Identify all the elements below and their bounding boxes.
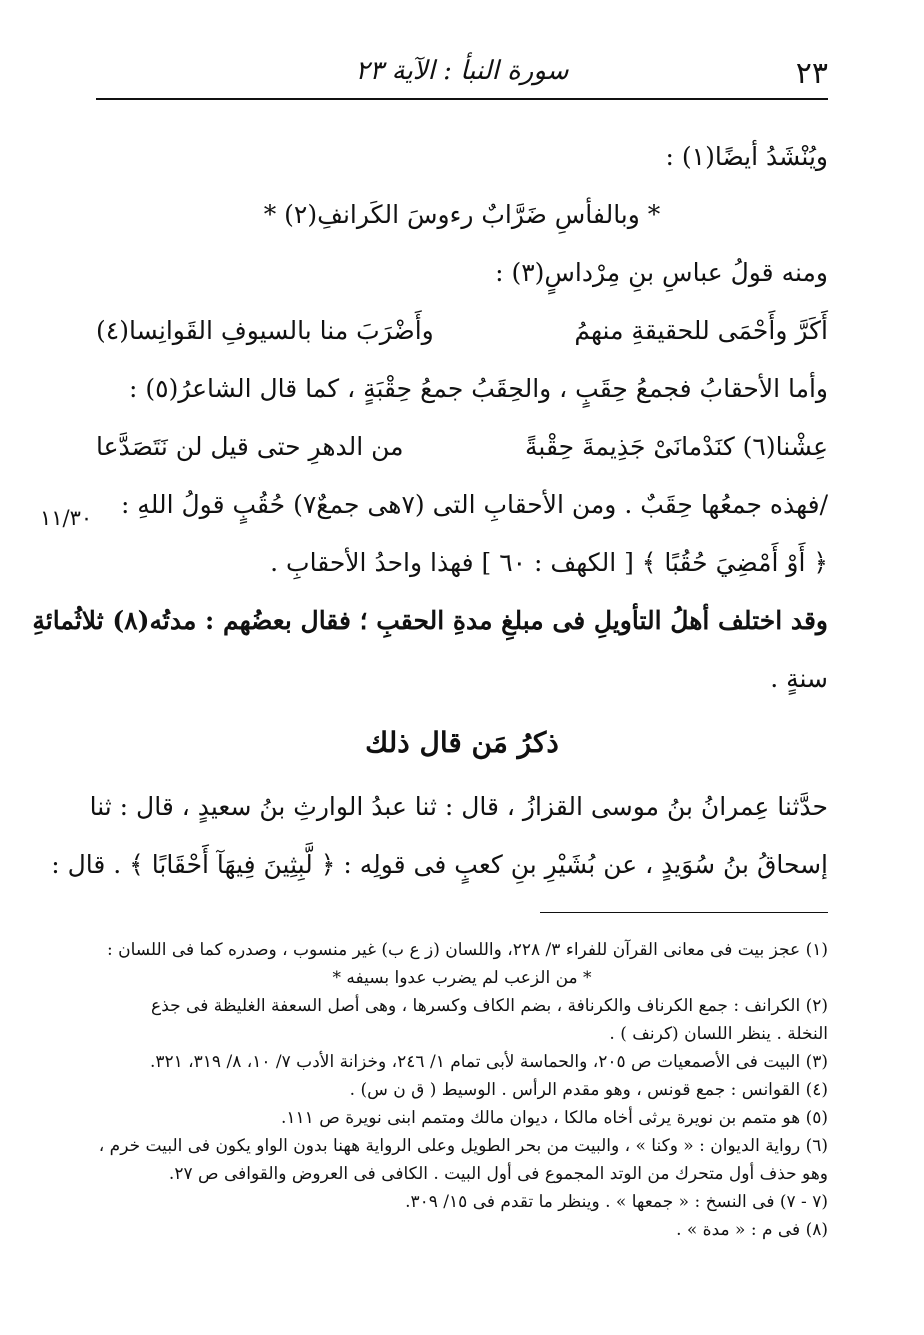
verse-hemistich-second: وأَضْرَبَ منا بالسيوفِ القَوانِسا(٤) <box>96 316 434 345</box>
verse-hemistich-first: أَكَرَّ وأَحْمَى للحقيقةِ منهمُ <box>574 316 828 345</box>
section-heading: ذكرُ مَن قال ذلك <box>365 726 559 759</box>
text-line: إسحاقُ بنُ سُوَيدٍ ، عن بُشَيْرِ بنِ كعبٍ فى قولِه : ﴿ لَّبِثِينَ فِيهَآ أَحْقَابًا ﴾ . قال : <box>51 850 828 879</box>
footnote-separator <box>540 912 828 913</box>
verse-couplet <box>96 418 828 476</box>
footnote-continuation: النخلة . ينظر اللسان (كرنف ) . <box>609 1024 828 1044</box>
text-line: ويُنْشَدُ أيضًا(١) : <box>665 142 828 171</box>
marginal-reference: ١١/٣٠ <box>40 506 93 530</box>
text-line: وقد اختلف أهلُ التأويلِ فى مبلغِ مدةِ الحقبِ ؛ فقال بعضُهم : مدتُه(٨) ثلاثُمائةِ <box>32 606 828 635</box>
text-line: حدَّثنا عِمرانُ بنُ موسى القزازُ ، قال : ثنا عبدُ الوارثِ بنُ سعيدٍ ، قال : ثنا <box>89 792 828 821</box>
verse-hemistich-second: من الدهرِ حتى قيل لن نَتَصَدَّعا <box>96 432 404 461</box>
footnote-continuation: وهو حذف أول متحرك من الوتد المجموع فى أول البيت . الكافى فى العروض والقوافى ص ٢٧. <box>168 1164 828 1184</box>
footnote: (٢) الكرانف : جمع الكرناف والكرنافة ، بضم الكاف وكسرها ، وهى أصل السعفة الغليظة فى جذع <box>151 996 828 1016</box>
text-line: وأما الأحقابُ فجمعُ حِقَبٍ ، والحِقَبُ جمعُ حِقْبَةٍ ، كما قال الشاعرُ(٥) : <box>129 374 828 403</box>
footnote: (٧ - ٧) فى النسخ : « جمعها » . وينظر ما تقدم فى ١٥/ ٣٠٩. <box>405 1192 828 1212</box>
footnote: (٣) البيت فى الأصمعيات ص ٢٠٥، والحماسة لأبى تمام ١/ ٢٤٦، وخزانة الأدب ٧/ ١٠، ٨/ ٣١٩، ٣٢١. <box>149 1052 828 1072</box>
text-line: ﴿ أَوْ أَمْضِيَ حُقُبًا ﴾ [ الكهف : ٦٠ ] فهذا واحدُ الأحقابِ . <box>270 548 828 577</box>
text-line: /فهذه جمعُها حِقَبٌ . ومن الأحقابِ التى (٧هى جمعٌ٧) حُقُبٍ قولُ اللهِ : <box>120 490 828 519</box>
footnote: (٨) فى م : « مدة » . <box>676 1220 828 1240</box>
footnote: (٥) هو متمم بن نويرة يرثى أخاه مالكا ، ديوان مالك ومتمم ابنى نويرة ص ١١١. <box>281 1108 828 1128</box>
verse-hemistich-first: عِشْنا(٦) كنَدْمانَىْ جَذِيمةَ حِقْبةً <box>525 432 828 461</box>
footnotes <box>96 936 828 1244</box>
verse-line: * وبالفأسِ ضَرَّابٌ رءوسَ الكَرانفِ(٢) * <box>263 200 661 229</box>
footnote: (٤) القوانس : جمع قونس ، وهو مقدم الرأس . الوسيط ( ق ن س) . <box>349 1080 828 1100</box>
footnote-verse: * من الزعب لم يضرب عدوا بسيفه * <box>332 968 592 988</box>
footnote: (٦) رواية الديوان : « وكنا » ، والبيت من بحر الطويل وعلى الرواية ههنا بدون الواو يكون فى البيت خرم ، <box>98 1136 828 1156</box>
page-number: ٢٣ <box>795 56 828 91</box>
page-header <box>96 52 828 100</box>
text-line: سنةٍ . <box>770 664 828 693</box>
verse-couplet <box>96 302 828 360</box>
footnote: (١) عجز بيت فى معانى القرآن للفراء ٣/ ٢٢٨، واللسان (ز ع ب) غير منسوب ، وصدره كما فى اللسان : <box>106 940 828 960</box>
running-title: سورة النبأ : الآية ٢٣ <box>355 56 569 86</box>
text-line: ومنه قولُ عباسِ بنِ مِرْداسٍ(٣) : <box>495 258 828 287</box>
header-rule <box>96 98 828 100</box>
